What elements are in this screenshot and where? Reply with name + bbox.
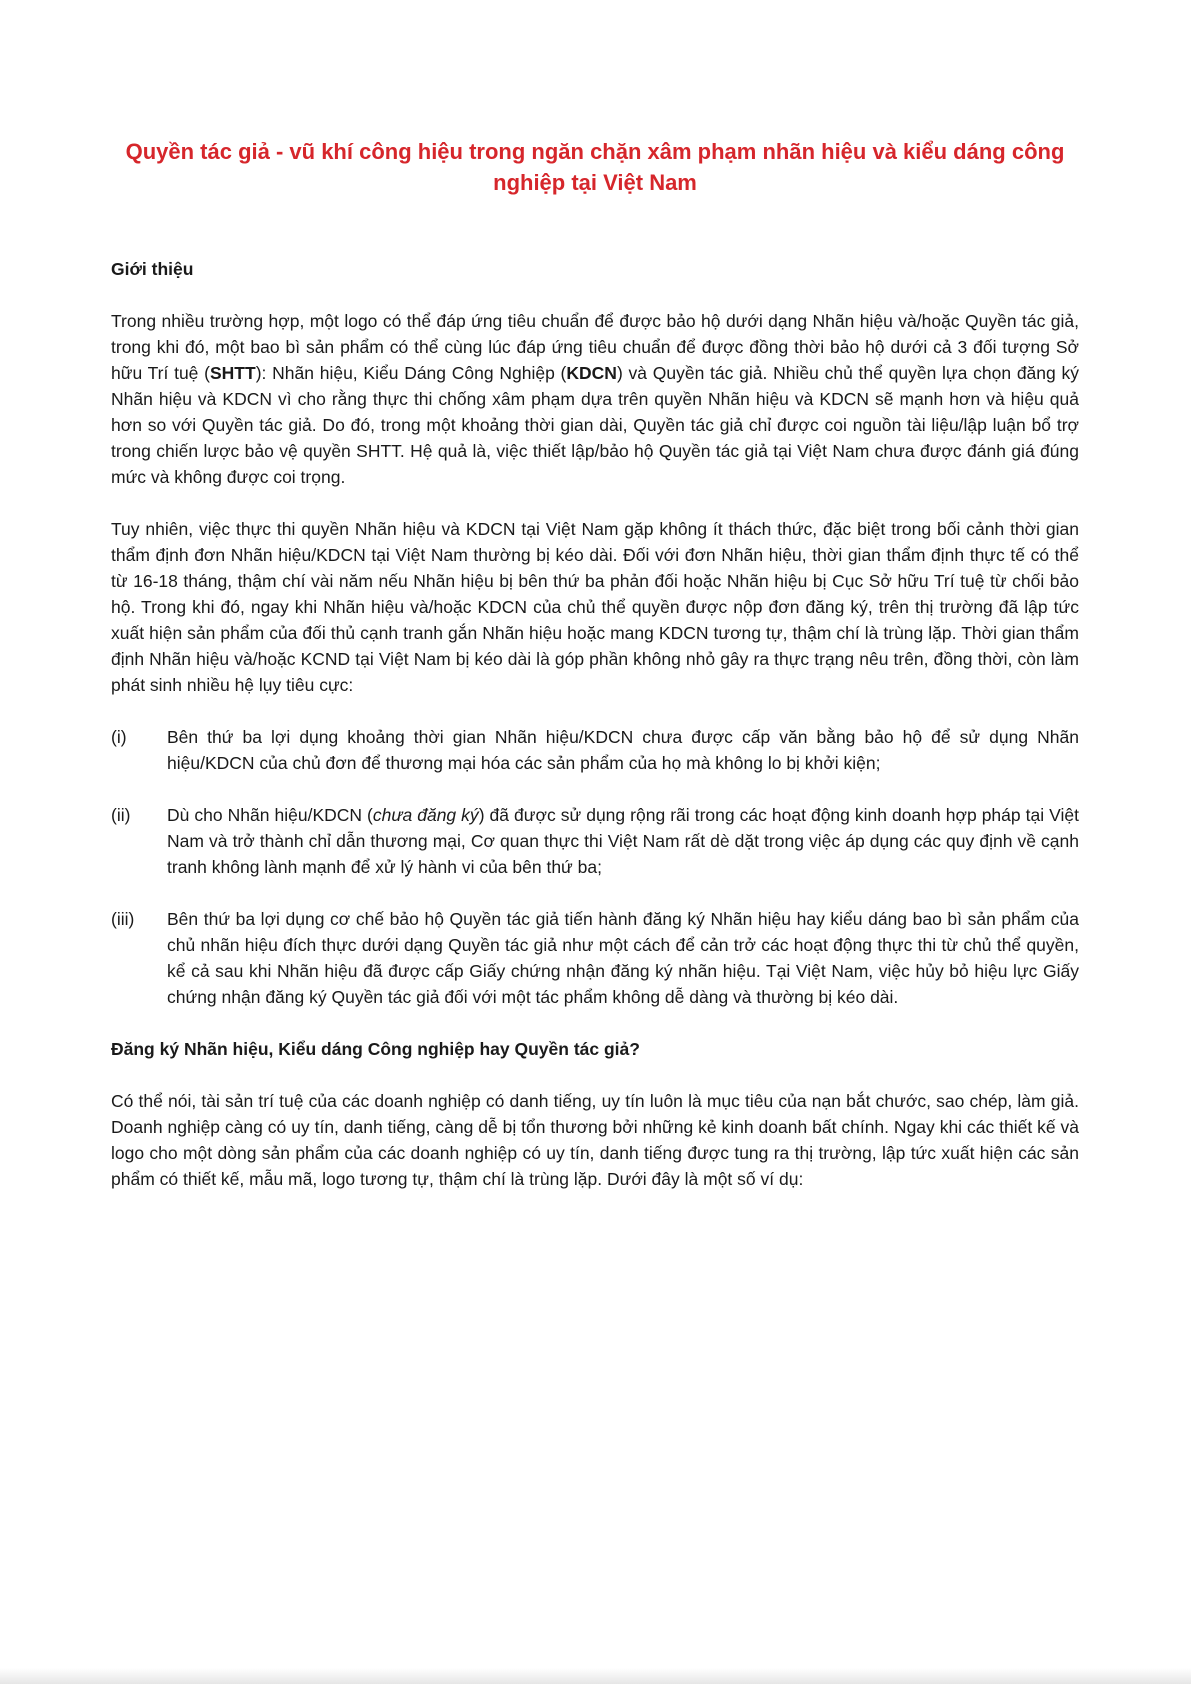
intro-p1-text-c: ): Nhãn hiệu, Kiểu Dáng Công Nghiệp ( [255, 363, 567, 383]
list-item-text-b: ) đã được sử dụng rộng rãi trong các hoạt động kinh doanh hợp pháp tại Việt Nam và trở thành chỉ dẫn thương mại, Cơ quan thực thi Việt Nam rất dè dặt trong việc áp dụng các quy định về cạnh tranh không lành mạnh để xử lý hành vi của bên thứ ba; [167, 805, 1080, 877]
list-item-text [167, 802, 1079, 880]
consequence-list [111, 724, 1079, 1010]
list-item [111, 724, 1079, 776]
intro-paragraph-2: Tuy nhiên, việc thực thi quyền Nhãn hiệu và KDCN tại Việt Nam gặp không ít thách thức, đặc biệt trong bối cảnh thời gian thẩm định đơn Nhãn hiệu/KDCN tại Việt Nam thường bị kéo dài. Đối với đơn Nhãn hiệu, thời gian thẩm định thực tế có thể từ 16-18 tháng, thậm chí vài năm nếu Nhãn hiệu bị bên thứ ba phản đối hoặc Nhãn hiệu bị Cục Sở hữu Trí tuệ từ chối bảo hộ. Trong khi đó, ngay khi Nhãn hiệu và/hoặc KDCN của chủ thể quyền được nộp đơn đăng ký, trên thị trường đã lập tức xuất hiện sản phẩm của đối thủ cạnh tranh gắn Nhãn hiệu hoặc mang KDCN tương tự, thậm chí là trùng lặp. Thời gian thẩm định Nhãn hiệu và/hoặc KCND tại Việt Nam bị kéo dài là góp phần không nhỏ gây ra thực trạng nêu trên, đồng thời, còn làm phát sinh nhiều hệ lụy tiêu cực: [111, 519, 1079, 695]
document-content [111, 136, 1079, 1218]
intro-paragraph-1 [111, 308, 1079, 490]
intro-p1-text-a: Trong nhiều trường hợp, một logo có thể đáp ứng tiêu chuẩn để được bảo hộ dưới dạng Nhãn hiệu và/hoặc Quyền tác giả, trong khi đó, một bao bì sản phẩm có thể cùng lúc đáp ứng tiêu chuẩn để được đồng thời bảo hộ dưới cả 3 đối tượng Sở hữu Trí tuệ ( [111, 311, 1079, 383]
list-marker: (iii) [111, 909, 135, 929]
list-item-text-a: Dù cho Nhãn hiệu/KDCN ( [167, 805, 373, 825]
list-item [111, 802, 1079, 880]
intro-p1-text-d: ) và Quyền tác giả. Nhiều chủ thể quyền lựa chọn đăng ký Nhãn hiệu và KDCN vì cho rằng thực thi chống xâm phạm dựa trên quyền Nhãn hiệu và KDCN sẽ mạnh hơn và hiệu quả hơn so với Quyền tác giả. Do đó, trong một khoảng thời gian dài, Quyền tác giả chỉ được coi nguồn tài liệu/lập luận bổ trợ trong chiến lược bảo vệ quyền SHTT. Hệ quả là, việc thiết lập/bảo hộ Quyền tác giả tại Việt Nam chưa được đánh giá đúng mức và không được coi trọng. [111, 363, 1080, 487]
intro-p1-bold-kdcn: KDCN [566, 363, 617, 383]
list-item [111, 906, 1079, 1010]
registration-paragraph-1: Có thể nói, tài sản trí tuệ của các doanh nghiệp có danh tiếng, uy tín luôn là mục tiêu của nạn bắt chước, sao chép, làm giả. Doanh nghiệp càng có uy tín, danh tiếng, càng dễ bị tổn thương bởi những kẻ kinh doanh bất chính. Ngay khi các thiết kế và logo cho một dòng sản phẩm của các doanh nghiệp có uy tín, danh tiếng được tung ra thị trường, lập tức xuất hiện các sản phẩm có thiết kế, mẫu mã, logo tương tự, thậm chí là trùng lặp. Dưới đây là một số ví dụ: [111, 1091, 1079, 1189]
list-item-text: Bên thứ ba lợi dụng cơ chế bảo hộ Quyền tác giả tiến hành đăng ký Nhãn hiệu hay kiểu dáng bao bì sản phẩm của chủ nhãn hiệu đích thực dưới dạng Quyền tác giả như một cách để cản trở các hoạt động thực thi từ chủ thể quyền, kể cả sau khi Nhãn hiệu đã được cấp Giấy chứng nhận đăng ký nhãn hiệu. Tại Việt Nam, việc hủy bỏ hiệu lực Giấy chứng nhận đăng ký Quyền tác giả đối với một tác phẩm không dễ dàng và thường bị kéo dài. [167, 909, 1079, 1007]
section-heading-registration: Đăng ký Nhãn hiệu, Kiểu dáng Công nghiệp hay Quyền tác giả? [111, 1039, 640, 1059]
list-marker: (i) [111, 727, 127, 747]
intro-p1-bold-shtt: SHTT [210, 363, 256, 383]
section-heading-introduction: Giới thiệu [111, 259, 194, 279]
page-bottom-edge [0, 1668, 1191, 1684]
list-marker: (ii) [111, 805, 131, 825]
list-item-italic: chưa đăng ký [372, 805, 479, 825]
document-title: Quyền tác giả - vũ khí công hiệu trong ngăn chặn xâm phạm nhãn hiệu và kiểu dáng công nghiệp tại Việt Nam [125, 139, 1065, 195]
list-item-text: Bên thứ ba lợi dụng khoảng thời gian Nhãn hiệu/KDCN chưa được cấp văn bằng bảo hộ để sử dụng Nhãn hiệu/KDCN của chủ đơn để thương mại hóa các sản phẩm của họ mà không lo bị khởi kiện; [167, 727, 1079, 773]
